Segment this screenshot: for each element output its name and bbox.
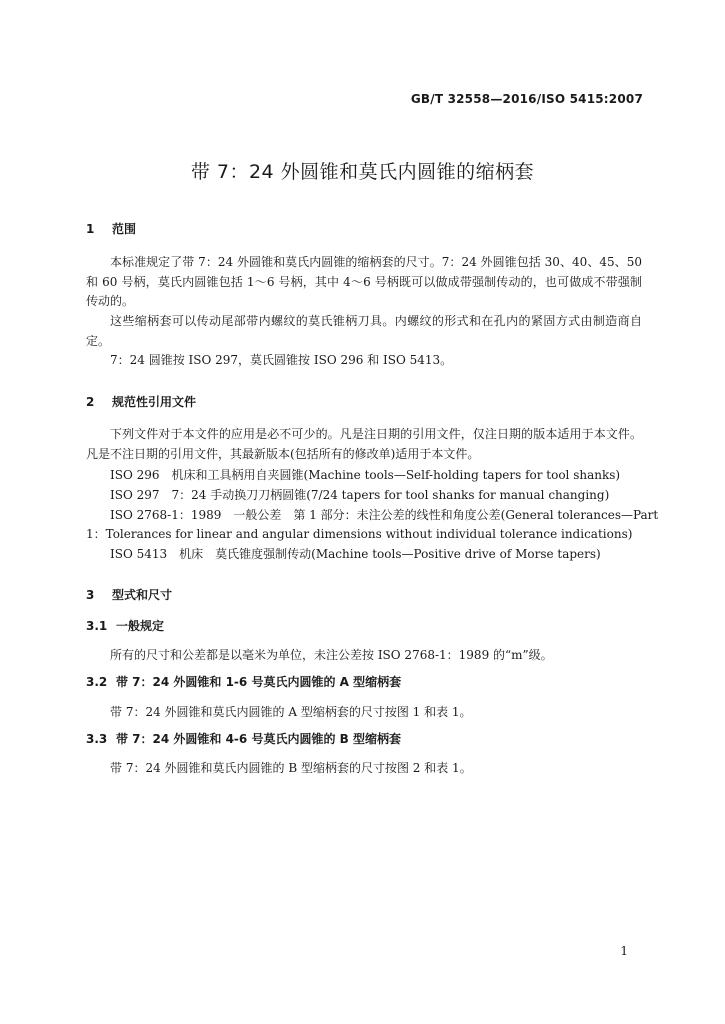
subsection-3-2-heading bbox=[86, 673, 401, 690]
section-1-paragraph-1: 本标准规定了带 7：24 外圆锥和莫氏内圆锥的缩柄套的尺寸。7：24 外圆锥包括 30、40、45、50 和 60 号柄，莫氏内圆锥包括 1～6 号柄，其中 4～6 号柄既可以做成带强制传动的，也可做成不带强制传动的。 bbox=[86, 255, 642, 308]
section-1-heading bbox=[86, 220, 136, 237]
subsection-number: 3.2 bbox=[86, 675, 108, 689]
subsection-title: 带 7：24 外圆锥和 4-6 号莫氏内圆锥的 B 型缩柄套 bbox=[116, 732, 401, 746]
subsection-3-3-text: 带 7：24 外圆锥和莫氏内圆锥的 B 型缩柄套的尺寸按图 2 和表 1。 bbox=[110, 761, 472, 775]
section-2-heading bbox=[86, 393, 196, 410]
reference-iso-297: ISO 297 7：24 手动换刀刀柄圆锥(7/24 tapers for tool shanks for manual changing) bbox=[110, 488, 610, 502]
subsection-number: 3.1 bbox=[86, 619, 108, 633]
reference-iso-296: ISO 296 机床和工具柄用自夹圆锥(Machine tools—Self-holding tapers for tool shanks) bbox=[110, 468, 621, 482]
document-title: 带 7：24 外圆锥和莫氏内圆锥的缩柄套 bbox=[190, 161, 535, 183]
section-2-paragraph-1: 下列文件对于本文件的应用是必不可少的。凡是注日期的引用文件，仅注日期的版本适用于本文件。凡是不注日期的引用文件，其最新版本(包括所有的修改单)适用于本文件。 bbox=[86, 427, 642, 461]
subsection-number: 3.3 bbox=[86, 732, 108, 746]
section-1-paragraph-3: 7：24 圆锥按 ISO 297，莫氏圆锥按 ISO 296 和 ISO 5413。 bbox=[110, 353, 453, 367]
section-title: 型式和尺寸 bbox=[112, 588, 173, 602]
standard-number: GB/T 32558—2016/ISO 5415:2007 bbox=[410, 92, 643, 106]
page-number: 1 bbox=[620, 944, 628, 958]
subsection-3-1-heading bbox=[86, 617, 164, 634]
reference-iso-5413: ISO 5413 机床 莫氏锥度强制传动(Machine tools—Positive drive of Morse tapers) bbox=[110, 547, 601, 561]
subsection-title: 一般规定 bbox=[116, 619, 165, 633]
section-number: 1 bbox=[86, 222, 95, 236]
subsection-3-3-heading bbox=[86, 730, 401, 747]
section-title: 范围 bbox=[112, 222, 137, 236]
section-number: 3 bbox=[86, 588, 95, 602]
section-title: 规范性引用文件 bbox=[112, 395, 197, 409]
section-1-paragraph-2: 这些缩柄套可以传动尾部带内螺纹的莫氏锥柄刀具。内螺纹的形式和在孔内的紧固方式由制造商自定。 bbox=[86, 314, 642, 348]
section-3-heading bbox=[86, 586, 172, 603]
subsection-title: 带 7：24 外圆锥和 1-6 号莫氏内圆锥的 A 型缩柄套 bbox=[116, 675, 402, 689]
reference-iso-2768-1-continued: 1：Tolerances for linear and angular dimensions without individual tolerance indications) bbox=[86, 527, 633, 541]
subsection-3-2-text: 带 7：24 外圆锥和莫氏内圆锥的 A 型缩柄套的尺寸按图 1 和表 1。 bbox=[110, 705, 472, 719]
reference-iso-2768-1: ISO 2768-1：1989 一般公差 第 1 部分：未注公差的线性和角度公差(General tolerances—Part bbox=[110, 508, 659, 522]
section-number: 2 bbox=[86, 395, 95, 409]
subsection-3-1-text: 所有的尺寸和公差都是以毫米为单位，未注公差按 ISO 2768-1：1989 的“m”级。 bbox=[110, 648, 553, 662]
